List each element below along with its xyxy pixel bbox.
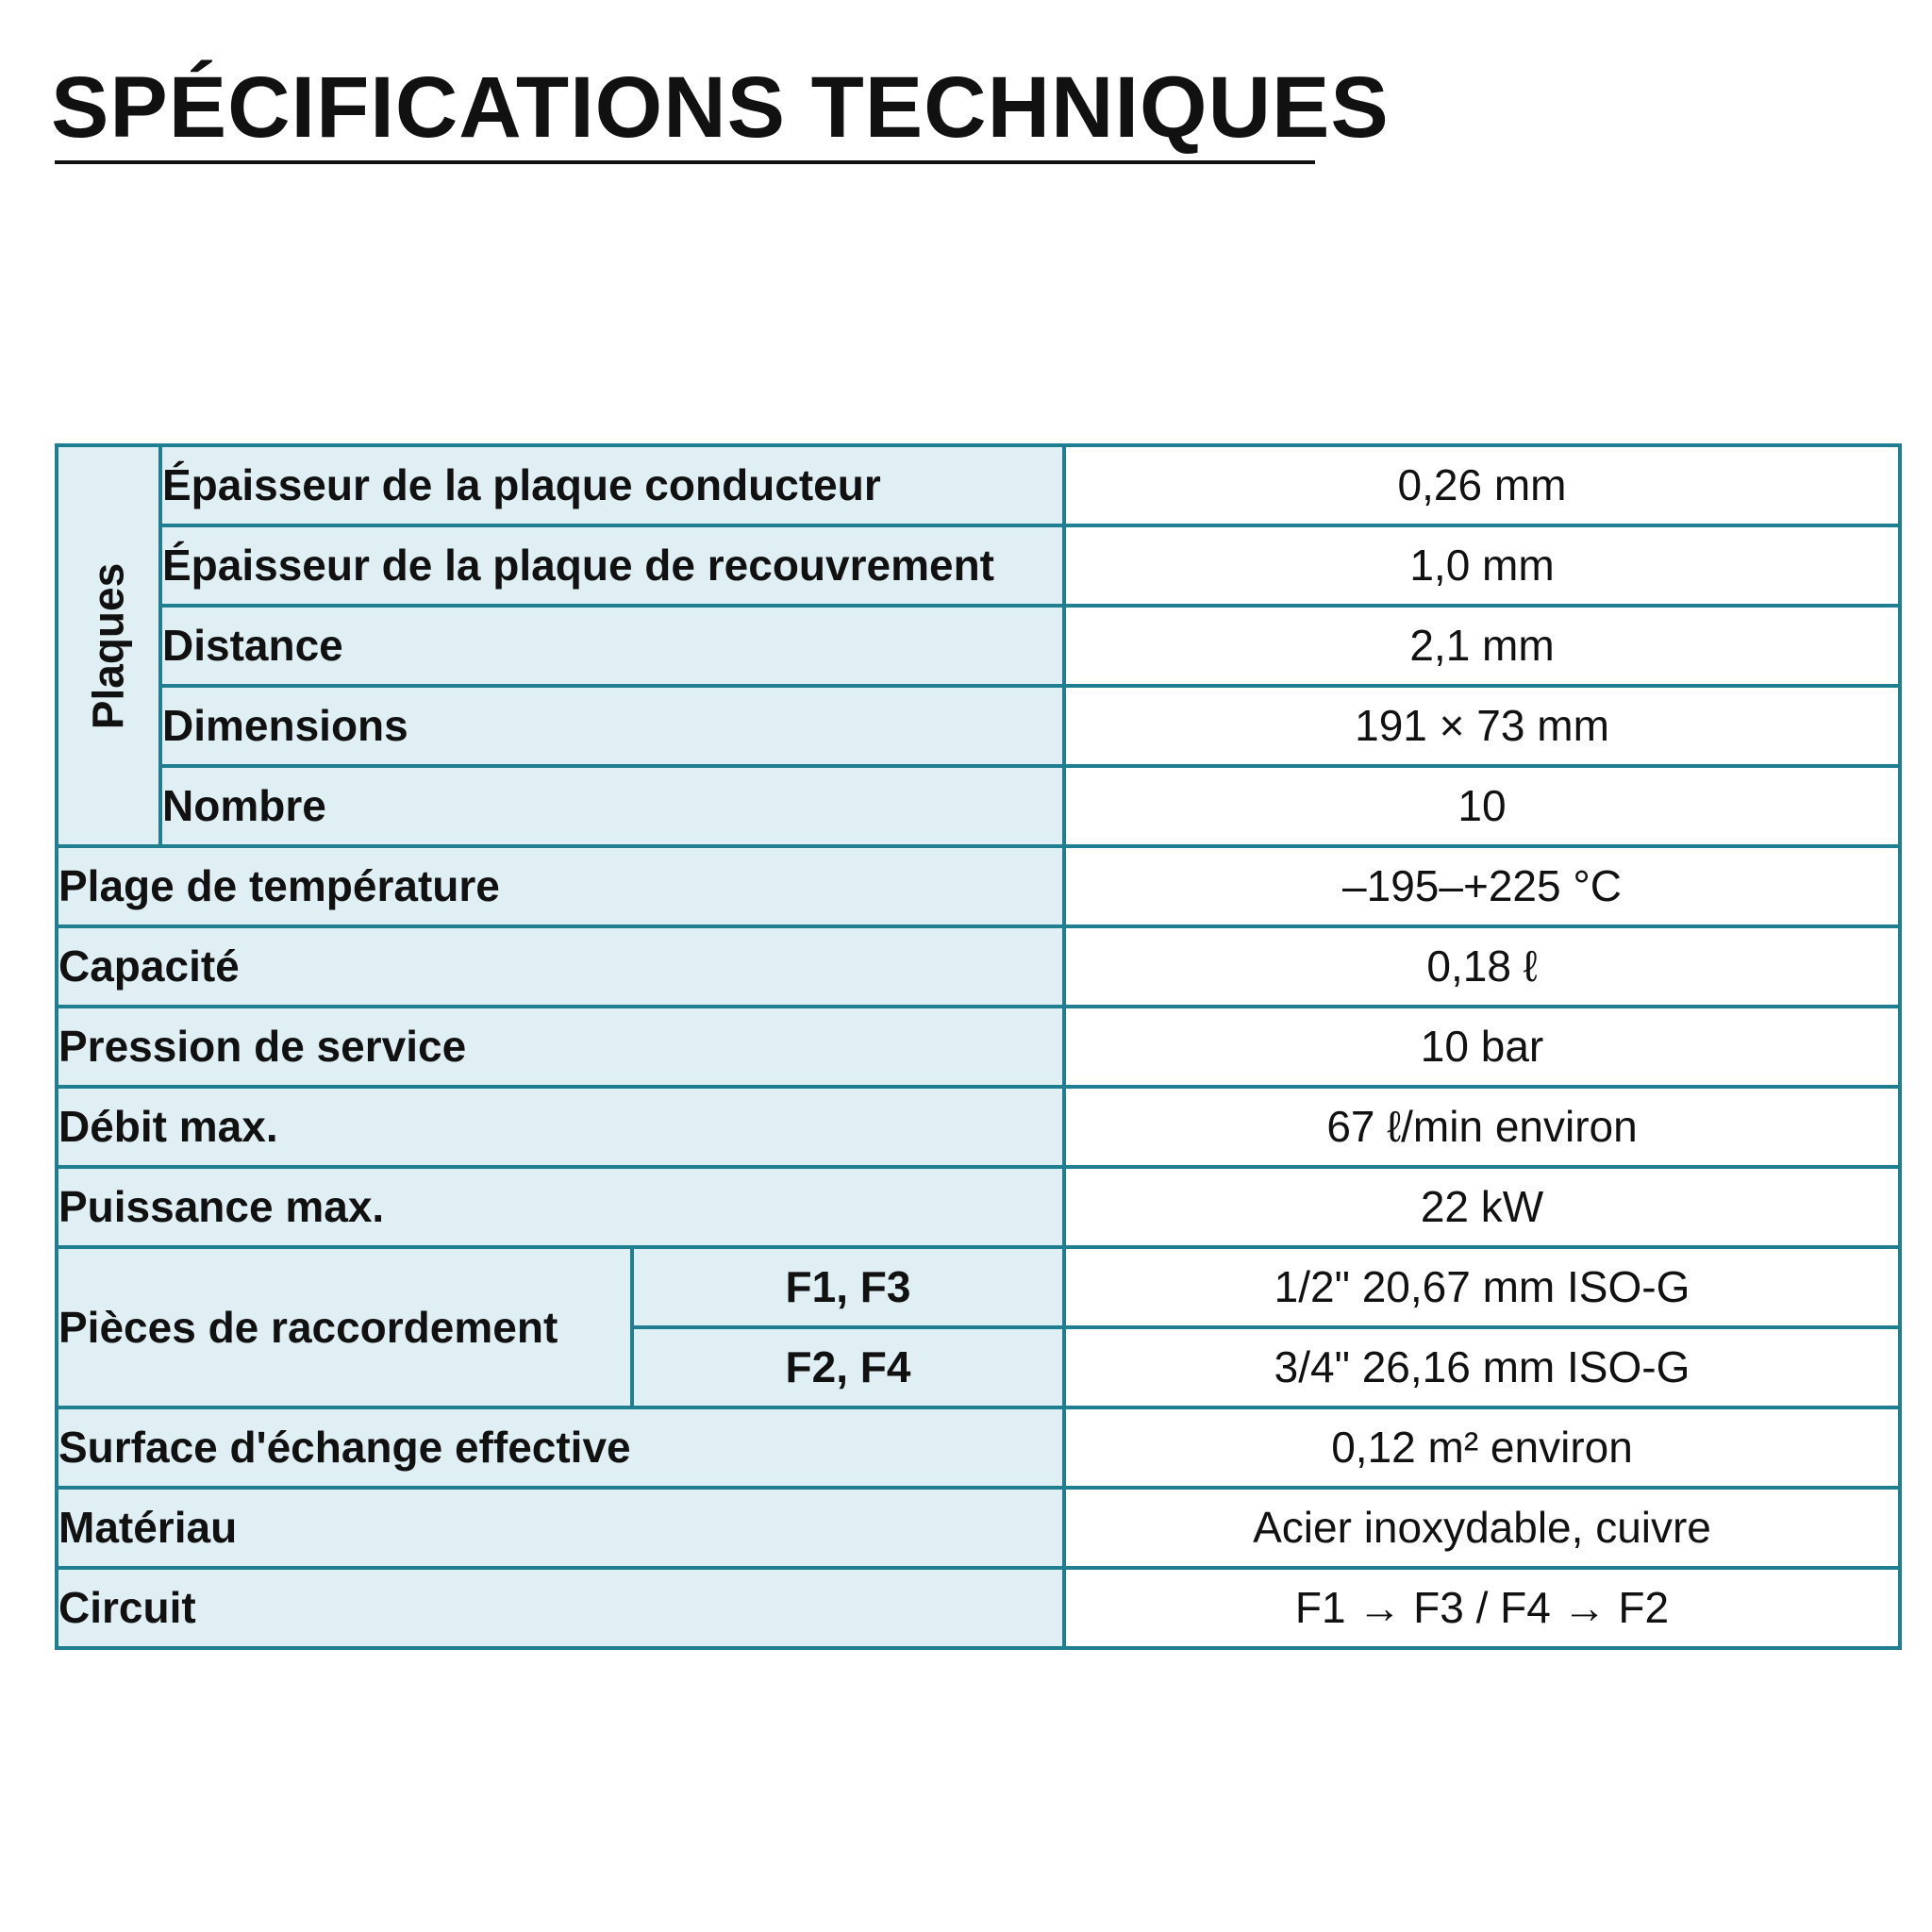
table-row [57, 686, 1900, 766]
table-row [57, 766, 1900, 846]
spec-label: Épaisseur de la plaque conducteur [160, 445, 1064, 525]
spec-label: Matériau [57, 1488, 1064, 1568]
spec-value: 22 kW [1064, 1167, 1900, 1247]
spec-value: 0,18 ℓ [1064, 926, 1900, 1007]
spec-label: Circuit [57, 1568, 1064, 1648]
table-row [57, 1568, 1900, 1648]
page-title: SPÉCIFICATIONS TECHNIQUES [51, 59, 1390, 156]
plaques-group-cell [57, 445, 160, 846]
spec-value: –195–+225 °C [1064, 846, 1900, 926]
spec-value: 2,1 mm [1064, 606, 1900, 686]
spec-label: Nombre [160, 766, 1064, 846]
plaques-group-label: Plaques [83, 562, 133, 729]
spec-value: 0,26 mm [1064, 445, 1900, 525]
table-row [57, 1087, 1900, 1167]
spec-value: 10 bar [1064, 1007, 1900, 1087]
table-row [57, 445, 1900, 525]
table-row [57, 1247, 1900, 1327]
title-underline [55, 160, 1315, 164]
connection-label: F1, F3 [632, 1247, 1064, 1327]
connections-group-label: Pièces de raccordement [57, 1247, 632, 1407]
table-row [57, 1488, 1900, 1568]
spec-value: 0,12 m² environ [1064, 1407, 1900, 1488]
spec-label: Surface d'échange effective [57, 1407, 1064, 1488]
spec-value: 1,0 mm [1064, 525, 1900, 606]
spec-label: Capacité [57, 926, 1064, 1007]
table-row [57, 1407, 1900, 1488]
spec-value: 191 × 73 mm [1064, 686, 1900, 766]
connection-label: F2, F4 [632, 1327, 1064, 1407]
spec-value: 1/2" 20,67 mm ISO-G [1064, 1247, 1900, 1327]
spec-label: Puissance max. [57, 1167, 1064, 1247]
spec-label: Débit max. [57, 1087, 1064, 1167]
spec-value: Acier inoxydable, cuivre [1064, 1488, 1900, 1568]
table-row [57, 525, 1900, 606]
spec-label: Épaisseur de la plaque de recouvrement [160, 525, 1064, 606]
table-row [57, 1007, 1900, 1087]
table-row [57, 606, 1900, 686]
spec-value: 67 ℓ/min environ [1064, 1087, 1900, 1167]
specifications-table [55, 443, 1902, 1650]
spec-label: Dimensions [160, 686, 1064, 766]
table-row [57, 846, 1900, 926]
spec-value: F1 → F3 / F4 → F2 [1064, 1568, 1900, 1648]
table-row [57, 926, 1900, 1007]
spec-label: Pression de service [57, 1007, 1064, 1087]
table-row [57, 1167, 1900, 1247]
spec-label: Plage de température [57, 846, 1064, 926]
spec-value: 10 [1064, 766, 1900, 846]
spec-label: Distance [160, 606, 1064, 686]
spec-value: 3/4" 26,16 mm ISO-G [1064, 1327, 1900, 1407]
